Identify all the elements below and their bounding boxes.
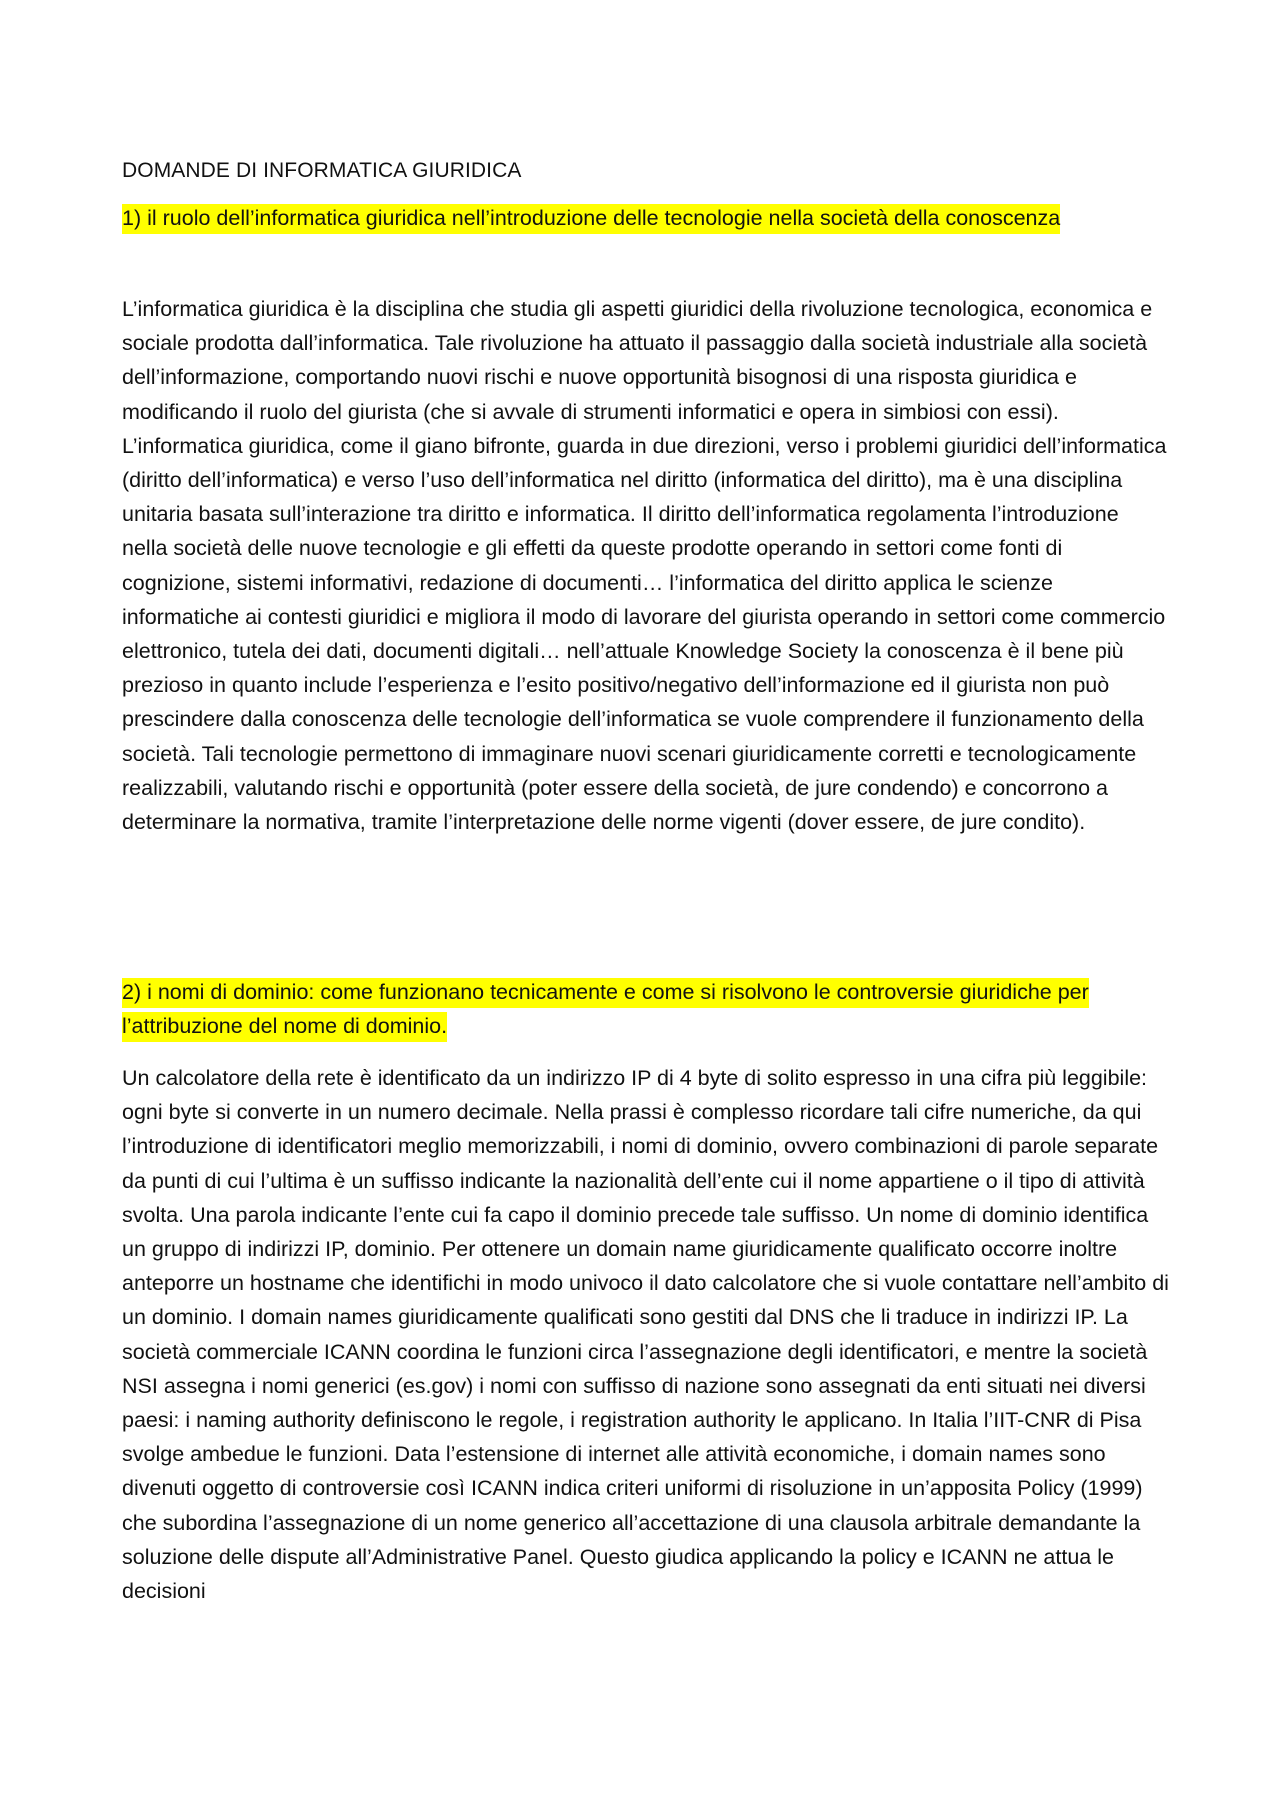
question-2-heading [122,975,1170,1043]
question-1-heading-text: 1) il ruolo dell’informatica giuridica nell’introduzione delle tecnologie nella società della conoscenza [122,204,1060,234]
question-1-heading [122,201,1170,235]
question-2-heading-text: 2) i nomi di dominio: come funzionano tecnicamente e come si risolvono le controversie giuridiche per l’attribuzione del nome di dominio. [122,978,1089,1042]
question-2-answer: Un calcolatore della rete è identificato da un indirizzo IP di 4 byte di solito espresso in una cifra più leggibile: ogni byte si converte in un numero decimale. Nella prassi è complesso ricordare tali cifre numeriche, da qui l’introduzione di identificatori meglio memorizzabili, i nomi di dominio, ovvero combinazioni di parole separate da punti di cui l’ultima è un suffisso indicante la nazionalità dell’ente cui il nome appartiene o il tipo di attività svolta. Una parola indicante l’ente cui fa capo il dominio precede tale suffisso. Un nome di dominio identifica un gruppo di indirizzi IP, dominio. Per ottenere un domain name giuridicamente qualificato occorre inoltre anteporre un hostname che identifichi in modo univoco il dato calcolatore che si vuole contattare nell’ambito di un dominio. I domain names giuridicamente qualificati sono gestiti dal DNS che li traduce in indirizzi IP. La società commerciale ICANN coordina le funzioni circa l’assegnazione degli identificatori, e mentre la società NSI assegna i nomi generici (es.gov) i nomi con suffisso di nazione sono assegnati da enti situati nei diversi paesi: i naming authority definiscono le regole, i registration authority le applicano. In Italia l’IIT-CNR di Pisa svolge ambedue le funzioni. Data l’estensione di internet alle attività economiche, i domain names sono divenuti oggetto di controversie così ICANN indica criteri uniformi di risoluzione in un’apposita Policy (1999) che subordina l’assegnazione di un nome generico all’accettazione di una clausola arbitrale demandante la soluzione delle dispute all’Administrative Panel. Questo giudica applicando la policy e ICANN ne attua le decisioni [122,1066,1169,1604]
question-1-answer: L’informatica giuridica è la disciplina che studia gli aspetti giuridici della rivoluzione tecnologica, economica e sociale prodotta dall’informatica. Tale rivoluzione ha attuato il passaggio dalla società industriale alla società dell’informazione, comportando nuovi rischi e nuove opportunità bisognosi di una risposta giuridica e modificando il ruolo del giurista (che si avvale di strumenti informatici e opera in simbiosi con essi). L’informatica giuridica, come il giano bifronte, guarda in due direzioni, verso i problemi giuridici dell’informatica (diritto dell’informatica) e verso l’uso dell’informatica nel diritto (informatica del diritto), ma è una disciplina unitaria basata sull’interazione tra diritto e informatica. Il diritto dell’informatica regolamenta l’introduzione nella società delle nuove tecnologie e gli effetti da queste prodotte operando in settori come fonti di cognizione, sistemi informativi, redazione di documenti… l’informatica del diritto applica le scienze informatiche ai contesti giuridici e migliora il modo di lavorare del giurista operando in settori come commercio elettronico, tutela dei dati, documenti digitali… nell’attuale Knowledge Society la conoscenza è il bene più prezioso in quanto include l’esperienza e l’esito positivo/negativo dell’informazione ed il giurista non può prescindere dalla conoscenza delle tecnologie dell’informatica se vuole comprendere il funzionamento della società. Tali tecnologie permettono di immaginare nuovi scenari giuridicamente corretti e tecnologicamente realizzabili, valutando rischi e opportunità (poter essere della società, de jure condendo) e concorrono a determinare la normativa, tramite l’interpretazione delle norme vigenti (dover essere, de jure condito). [122,297,1167,835]
document-title: DOMANDE DI INFORMATICA GIURIDICA [122,159,522,182]
